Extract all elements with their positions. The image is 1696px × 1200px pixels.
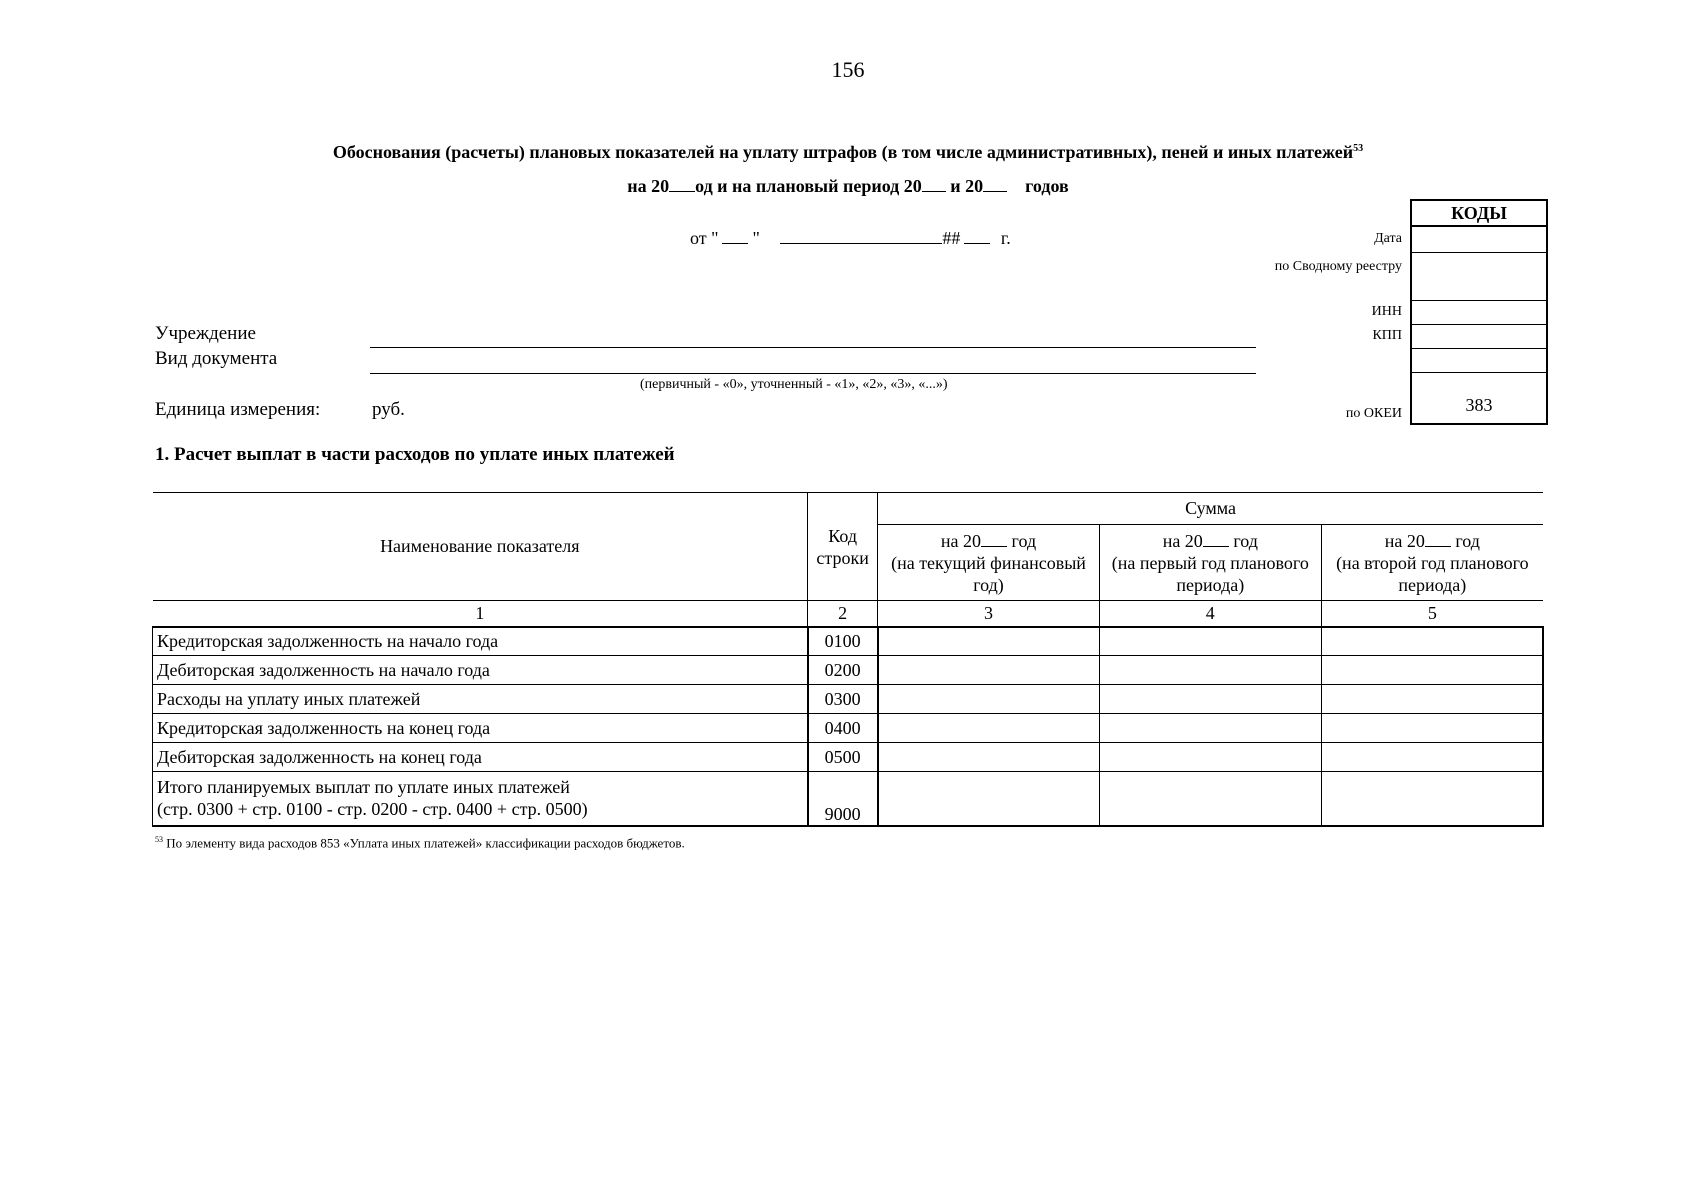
date-line [690,227,1011,249]
code-label-date: Дата [1374,231,1402,246]
header-col4 [1099,525,1321,601]
col3-year [882,530,1095,552]
header-col5 [1321,525,1543,601]
code-okei-cell: 383 [1465,395,1493,415]
col4-year-prefix: на 20 [1162,530,1203,551]
document-title [0,142,1696,163]
row-name: Кредиторская задолженность на начало года [153,627,808,656]
doc-type-label: Вид документа [155,348,278,369]
date-quote-close: " [752,228,760,248]
period-part1: на 20 [627,176,670,196]
total-value-col4[interactable] [1099,772,1321,826]
code-kpp-cell[interactable] [1412,325,1546,349]
institution-label: Учреждение [155,323,256,344]
colnum-5: 5 [1321,601,1543,627]
col4-year-blank[interactable] [1203,532,1229,547]
table-row [153,685,1544,714]
row-value-col5[interactable] [1321,714,1543,743]
colnum-1: 1 [153,601,808,627]
section-title: 1. Расчет выплат в части расходов по уплате иных платежей [155,444,675,465]
row-name: Расходы на уплату иных платежей [153,685,808,714]
col4-year-suffix: год [1233,530,1258,551]
year-blank-3[interactable] [983,175,1007,192]
table-row [153,656,1544,685]
colnum-2: 2 [808,601,878,627]
code-label-kpp: КПП [1372,328,1402,343]
row-value-col5[interactable] [1321,627,1543,656]
code-extra-cell[interactable] [1412,349,1546,373]
period-line [0,175,1696,197]
total-name-line2: (стр. 0300 + стр. 0100 - стр. 0200 - стр. 0400 + стр. 0500) [157,799,588,820]
header-code: Код строки [808,493,878,601]
doc-type-field[interactable] [370,373,1256,374]
row-code: 0500 [808,743,878,772]
payments-table [152,492,1544,827]
total-row-code: 9000 [808,772,878,826]
col5-year-suffix: год [1455,530,1480,551]
period-part3: и 20 [950,176,984,196]
code-label-inn: ИНН [1371,304,1402,319]
row-value-col4[interactable] [1099,627,1321,656]
row-value-col5[interactable] [1321,743,1543,772]
row-value-col4[interactable] [1099,656,1321,685]
codes-box [1410,199,1548,425]
institution-field[interactable] [370,347,1256,348]
col5-year [1326,530,1539,552]
date-suffix: г. [1000,228,1011,248]
title-text: Обоснования (расчеты) плановых показателей на уплату штрафов (в том числе административных), пеней и иных платежей [332,142,1354,162]
footnote-text: По элементу вида расходов 853 «Уплата иных платежей» классификации расходов бюджетов. [166,835,685,851]
row-value-col3[interactable] [878,627,1100,656]
col5-note: (на второй год планового периода) [1336,552,1529,595]
table-row [153,714,1544,743]
row-value-col4[interactable] [1099,743,1321,772]
row-name: Кредиторская задолженность на конец года [153,714,808,743]
row-code: 0400 [808,714,878,743]
row-code: 0300 [808,685,878,714]
period-part4: годов [1025,176,1069,196]
table-row [153,627,1544,656]
codes-header: КОДЫ [1412,201,1546,227]
row-value-col3[interactable] [878,714,1100,743]
col3-year-prefix: на 20 [940,530,982,551]
title-footnote-ref: 53 [1353,143,1364,154]
col4-note: (на первый год планового периода) [1111,552,1309,595]
row-name: Дебиторская задолженность на конец года [153,743,808,772]
row-value-col5[interactable] [1321,656,1543,685]
code-label-okei: по ОКЕИ [1345,406,1402,421]
page-number: 156 [831,57,865,82]
row-name: Дебиторская задолженность на начало года [153,656,808,685]
total-value-col3[interactable] [878,772,1100,826]
col5-year-prefix: на 20 [1384,530,1425,551]
col4-year [1104,530,1317,552]
table-row [153,743,1544,772]
row-code: 0200 [808,656,878,685]
year-blank-2[interactable] [922,175,946,192]
period-part2: од и на плановый период 20 [695,176,922,196]
header-name: Наименование показателя [153,493,808,601]
row-code: 0100 [808,627,878,656]
code-label-registry: по Сводному реестру [1274,259,1402,274]
total-row [153,772,1544,826]
footnote [155,835,685,851]
row-value-col5[interactable] [1321,685,1543,714]
date-year-mark: ## [942,228,961,248]
doc-type-hint: (первичный - «0», уточненный - «1», «2», «3», «...») [640,377,948,392]
total-value-col5[interactable] [1321,772,1543,826]
unit-label: Единица измерения: [155,399,321,420]
date-prefix: от " [690,228,719,248]
col3-year-blank[interactable] [981,532,1007,547]
month-blank[interactable] [780,227,942,244]
colnum-3: 3 [878,601,1100,627]
row-value-col3[interactable] [878,685,1100,714]
row-value-col4[interactable] [1099,714,1321,743]
total-row-name [153,772,808,826]
col5-year-blank[interactable] [1425,532,1451,547]
row-value-col4[interactable] [1099,685,1321,714]
header-col3 [878,525,1100,601]
code-inn-cell[interactable] [1412,301,1546,325]
day-blank[interactable] [722,227,748,244]
header-sum: Сумма [878,493,1543,525]
code-registry-cell[interactable] [1412,253,1546,301]
unit-value: руб. [372,399,405,420]
footnote-ref: 53 [155,835,163,844]
col3-note: (на текущий финансовый год) [891,552,1086,595]
code-date-cell[interactable] [1412,227,1546,253]
col3-year-suffix: год [1011,530,1037,551]
row-value-col3[interactable] [878,743,1100,772]
total-name-line1: Итого планируемых выплат по уплате иных платежей [157,777,570,798]
date-year-blank[interactable] [964,227,990,244]
row-value-col3[interactable] [878,656,1100,685]
year-blank-1[interactable] [669,175,695,192]
colnum-4: 4 [1099,601,1321,627]
